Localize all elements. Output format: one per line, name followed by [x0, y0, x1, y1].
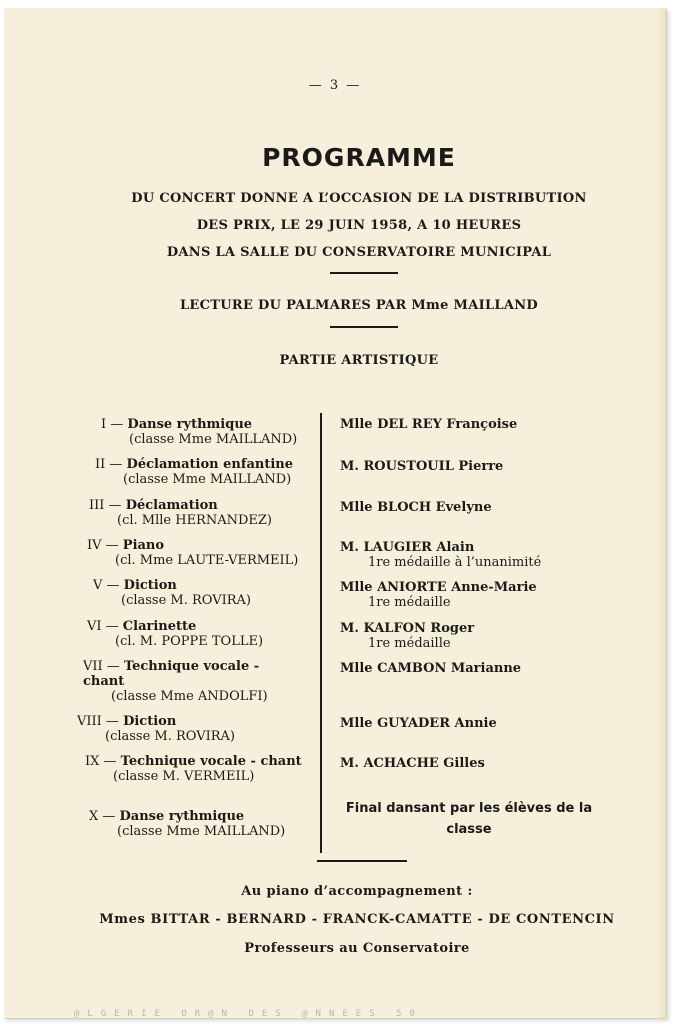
divider-3	[317, 860, 407, 862]
performer-name: M. LAUGIER Alain	[340, 540, 475, 555]
divider-2	[330, 326, 398, 328]
program-item-1	[101, 417, 297, 447]
performer-1	[340, 417, 517, 432]
program-item-4	[87, 538, 298, 568]
program-item-3	[89, 498, 272, 528]
item-title: Technique vocale - chant	[120, 754, 302, 769]
item-number: IV —	[87, 538, 119, 553]
program-item-6	[87, 619, 263, 649]
item-number: IX —	[85, 754, 117, 769]
accompanists: Mmes BITTAR - BERNARD - FRANCK-CAMATTE - DE CONTENCIN	[99, 912, 615, 927]
performer-2	[340, 459, 503, 474]
performer-award: 1re médaille	[368, 636, 451, 651]
performer-award: 1re médaille à l’unanimité	[368, 555, 542, 570]
item-class: (cl. Mlle HERNANDEZ)	[117, 513, 272, 528]
performer-9	[340, 756, 485, 771]
watermark: @LGERIE OR@N DES @NNEES 50	[74, 1009, 423, 1019]
program-page	[4, 8, 666, 1018]
item-number: VII —	[83, 659, 120, 674]
item-number: II —	[95, 457, 123, 472]
item-title: Déclamation	[125, 498, 218, 513]
performer-7	[340, 661, 521, 676]
lecture-line: LECTURE DU PALMARES PAR Mme MAILLAND	[179, 298, 538, 313]
item-number: I —	[101, 417, 124, 432]
performer-name: Mlle DEL REY Françoise	[340, 417, 518, 432]
performer-name: M. KALFON Roger	[340, 621, 475, 636]
program-item-10	[89, 809, 285, 839]
finale-note: Final dansant par les élèves de la classe	[345, 801, 593, 837]
item-title: Danse rythmique	[127, 417, 253, 432]
section-heading: PARTIE ARTISTIQUE	[279, 353, 439, 368]
item-class: (classe Mme MAILLAND)	[117, 824, 286, 839]
performer-3	[340, 500, 492, 515]
item-class: (cl. M. POPPE TOLLE)	[115, 634, 264, 649]
item-number: V —	[93, 578, 120, 593]
item-class: (classe M. VERMEIL)	[113, 769, 255, 784]
subtitle-line-3: DANS LA SALLE DU CONSERVATOIRE MUNICIPAL	[166, 245, 552, 260]
page-number: — 3 —	[308, 78, 362, 93]
item-title: Diction	[123, 578, 177, 593]
program-item-9	[85, 754, 305, 784]
program-item-8	[77, 714, 235, 744]
item-class: (classe Mme MAILLAND)	[123, 472, 292, 487]
accompaniment-heading: Au piano d’accompagnement :	[241, 884, 473, 899]
item-class: (classe Mme MAILLAND)	[129, 432, 298, 447]
performer-name: Mlle BLOCH Evelyne	[340, 500, 492, 515]
item-class: (cl. Mme LAUTE-VERMEIL)	[115, 553, 299, 568]
item-title: Piano	[122, 538, 165, 553]
item-class: (classe Mme ANDOLFI)	[111, 689, 268, 704]
item-title: Déclamation enfantine	[126, 457, 293, 472]
item-number: X —	[89, 809, 116, 824]
item-title: Clarinette	[122, 619, 197, 634]
program-item-2	[95, 457, 293, 487]
item-number: VIII —	[77, 714, 119, 729]
performer-name: M. ROUSTOUIL Pierre	[340, 459, 504, 474]
performer-name: Mlle ANIORTE Anne-Marie	[340, 580, 537, 595]
performer-6	[340, 621, 474, 651]
performer-5	[340, 580, 537, 610]
professors-line: Professeurs au Conservatoire	[244, 941, 470, 956]
item-number: VI —	[87, 619, 119, 634]
item-title: Technique vocale - chant	[83, 659, 260, 689]
item-class: (classe M. ROVIRA)	[121, 593, 251, 608]
subtitle-line-1: DU CONCERT DONNE A L’OCCASION DE LA DISTRIBUTION	[131, 191, 587, 206]
item-number: III —	[89, 498, 122, 513]
divider-1	[330, 272, 398, 274]
performer-award: 1re médaille	[368, 595, 451, 610]
performer-8	[340, 716, 497, 731]
subtitle-line-2: DES PRIX, LE 29 JUIN 1958, A 10 HEURES	[196, 218, 522, 233]
item-title: Danse rythmique	[119, 809, 245, 824]
item-title: Diction	[123, 714, 177, 729]
performer-name: Mlle CAMBON Marianne	[340, 661, 522, 676]
page-title: PROGRAMME	[262, 143, 456, 172]
performer-4	[340, 540, 541, 570]
program-item-5	[93, 578, 251, 608]
performer-name: M. ACHACHE Gilles	[340, 756, 485, 771]
column-divider	[320, 413, 322, 853]
item-class: (classe M. ROVIRA)	[105, 729, 235, 744]
performer-name: Mlle GUYADER Annie	[340, 716, 497, 731]
program-item-7	[83, 659, 303, 704]
